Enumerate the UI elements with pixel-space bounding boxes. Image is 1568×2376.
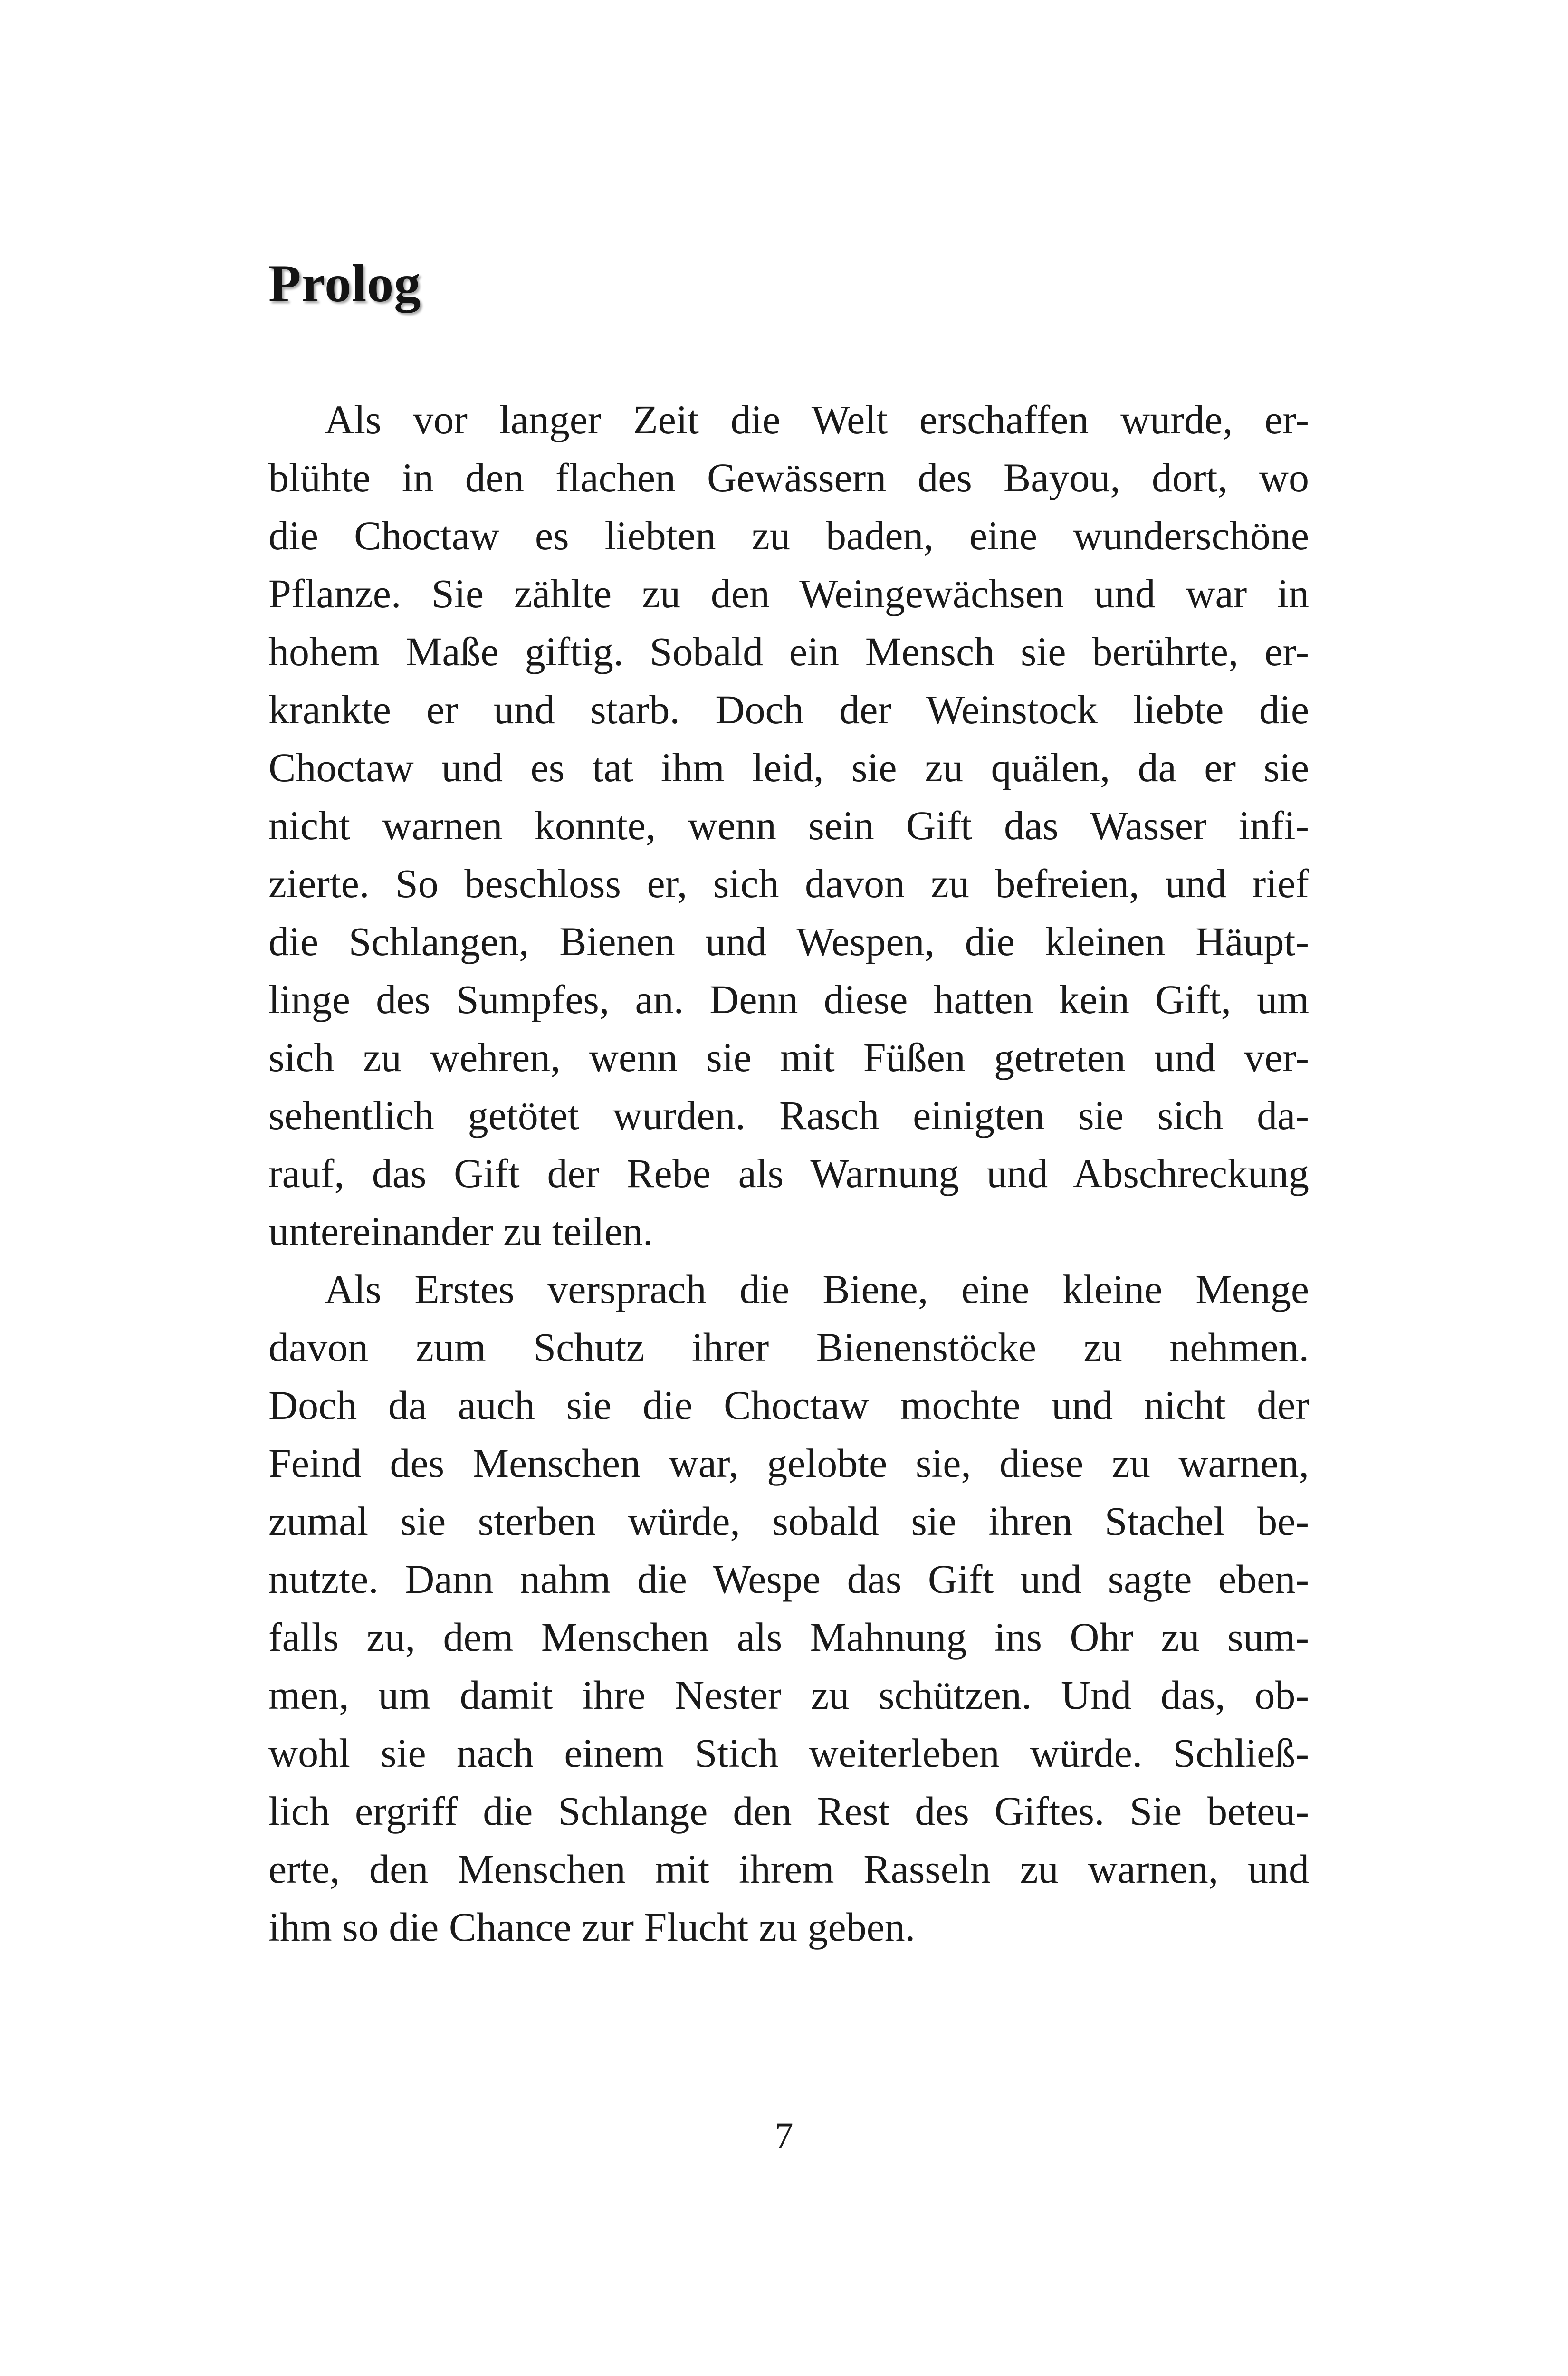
text-line: hohem Maße giftig. Sobald ein Mensch sie berührte, er- (268, 629, 1309, 674)
text-line: untereinander zu teilen. (268, 1208, 653, 1254)
text-line: lich ergriff die Schlange den Rest des Giftes. Sie beteu- (268, 1788, 1309, 1834)
body-text (268, 391, 1309, 1956)
paragraph (268, 391, 1309, 1260)
text-line: Pflanze. Sie zählte zu den Weingewächsen und war in (268, 571, 1309, 616)
text-line: Als vor langer Zeit die Welt erschaffen wurde, er- (325, 397, 1309, 442)
page-number: 7 (774, 2115, 794, 2156)
text-line: Feind des Menschen war, gelobte sie, diese zu warnen, (268, 1440, 1309, 1486)
text-line: davon zum Schutz ihrer Bienenstöcke zu nehmen. (268, 1324, 1309, 1370)
text-line: die Schlangen, Bienen und Wespen, die kleinen Häupt- (268, 919, 1309, 964)
text-line: Als Erstes versprach die Biene, eine kleine Menge (325, 1266, 1309, 1312)
text-line: Choctaw und es tat ihm leid, sie zu quälen, da er sie (268, 745, 1309, 790)
text-line: wohl sie nach einem Stich weiterleben würde. Schließ- (268, 1730, 1309, 1776)
chapter-title: Prolog (268, 254, 421, 313)
text-line: falls zu, dem Menschen als Mahnung ins Ohr zu sum- (268, 1614, 1309, 1660)
text-line: zierte. So beschloss er, sich davon zu befreien, und rief (268, 861, 1309, 906)
text-line: krankte er und starb. Doch der Weinstock liebte die (268, 687, 1309, 732)
text-line: nutzte. Dann nahm die Wespe das Gift und sagte eben- (268, 1556, 1309, 1602)
text-line: nicht warnen konnte, wenn sein Gift das Wasser infi- (268, 803, 1309, 848)
text-line: die Choctaw es liebten zu baden, eine wunderschöne (268, 513, 1309, 558)
text-line: sehentlich getötet wurden. Rasch einigten sie sich da- (268, 1092, 1309, 1138)
paragraph (268, 1260, 1309, 1956)
text-line: ihm so die Chance zur Flucht zu geben. (268, 1904, 916, 1950)
text-line: sich zu wehren, wenn sie mit Füßen getreten und ver- (268, 1035, 1309, 1080)
text-line: linge des Sumpfes, an. Denn diese hatten kein Gift, um (268, 977, 1309, 1022)
text-line: men, um damit ihre Nester zu schützen. Und das, ob- (268, 1672, 1309, 1718)
text-line: blühte in den flachen Gewässern des Bayou, dort, wo (268, 455, 1309, 500)
text-line: erte, den Menschen mit ihrem Rasseln zu warnen, und (268, 1846, 1309, 1892)
text-line: Doch da auch sie die Choctaw mochte und nicht der (268, 1382, 1309, 1428)
text-line: zumal sie sterben würde, sobald sie ihren Stachel be- (268, 1498, 1309, 1544)
text-line: rauf, das Gift der Rebe als Warnung und Abschreckung (268, 1150, 1309, 1196)
